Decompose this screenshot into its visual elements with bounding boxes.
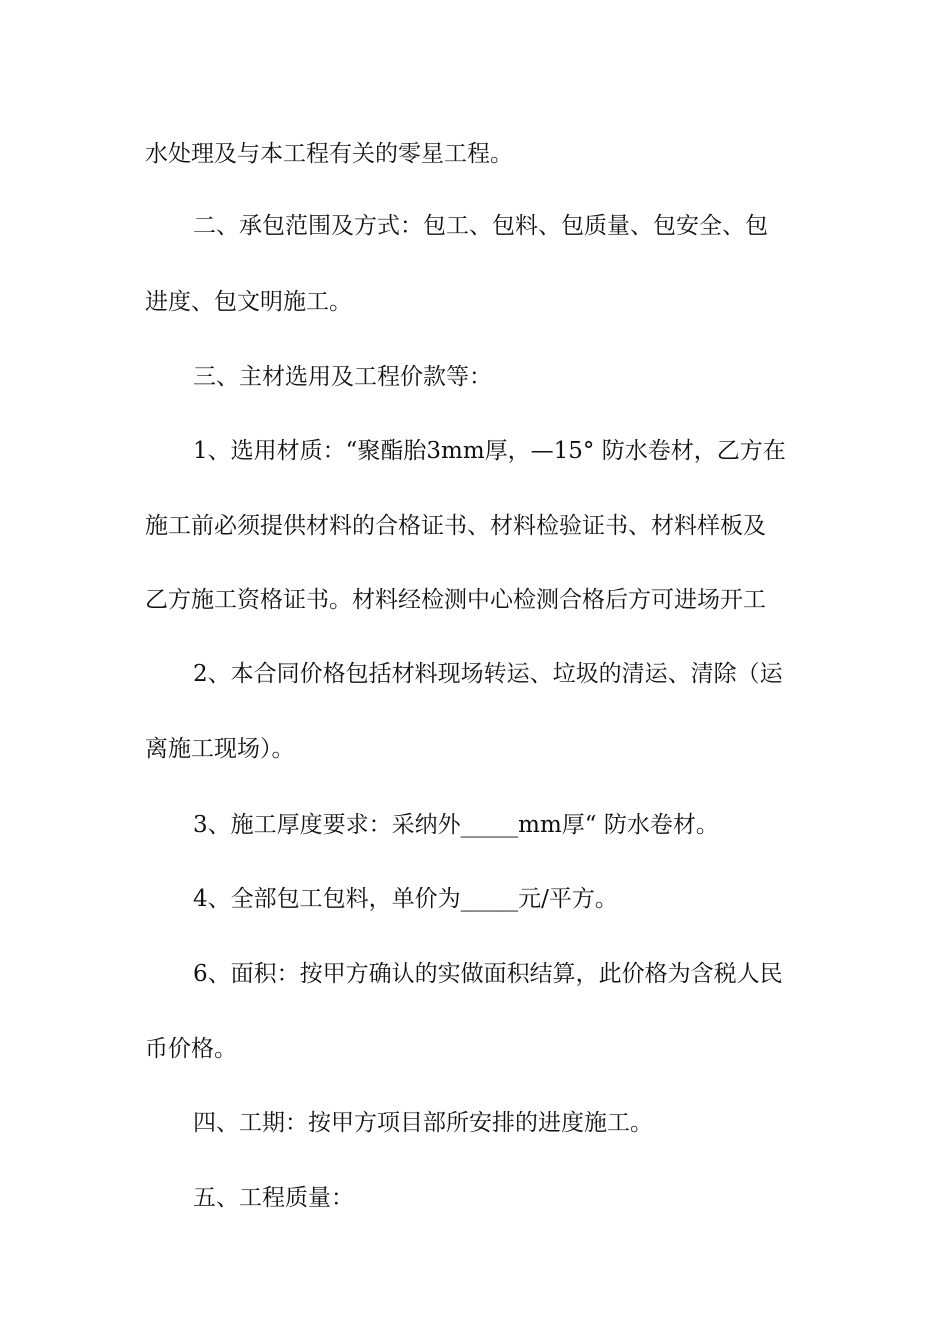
paragraph-line: 水处理及与本工程有关的零星工程。 [145,141,513,167]
section-heading-scope: 二、承包范围及方式：包工、包料、包质量、包安全、包 [193,213,768,239]
section-heading-schedule: 四、工期：按甲方项目部所安排的进度施工。 [193,1110,653,1136]
paragraph-line: 币价格。 [145,1036,237,1062]
paragraph-line: 离施工现场）。 [145,736,295,762]
clause-3-line: 3、施工厚度要求：采纳外_____mm厚“ 防水卷材。 [193,812,719,838]
paragraph-line: 施工前必须提供材料的合格证书、材料检验证书、材料样板及 [145,513,766,539]
clause-4-line: 4、全部包工包料，单价为_____元/平方。 [193,886,618,912]
section-heading-materials: 三、主材选用及工程价款等： [193,364,492,390]
section-heading-quality: 五、工程质量： [193,1185,354,1211]
clause-6-line: 6、面积：按甲方确认的实做面积结算，此价格为含税人民 [193,961,783,987]
paragraph-line: 进度、包文明施工。 [145,289,352,315]
clause-1-line: 1、选用材质：“聚酯胎3mm厚，—15° 防水卷材，乙方在 [193,438,786,464]
paragraph-line: 乙方施工资格证书。材料经检测中心检测合格后方可进场开工 [145,587,766,613]
clause-2-line: 2、本合同价格包括材料现场转运、垃圾的清运、清除（运 [193,661,783,687]
